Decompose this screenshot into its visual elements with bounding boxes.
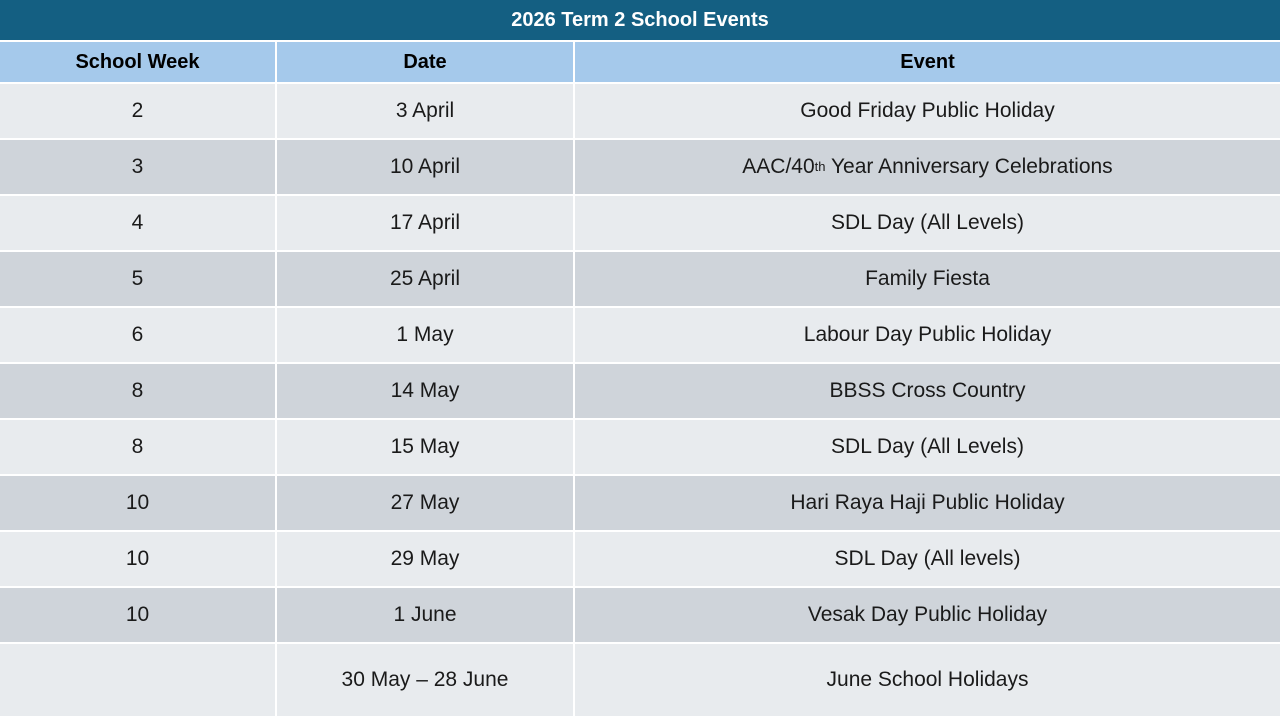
table-row	[0, 588, 1280, 644]
week-cell	[0, 644, 277, 716]
date-cell: 1 May	[277, 308, 575, 362]
table-title: 2026 Term 2 School Events	[0, 0, 1280, 40]
date-cell: 29 May	[277, 532, 575, 586]
event-text-suffix: Year Anniversary Celebrations	[825, 155, 1113, 178]
week-cell: 2	[0, 84, 277, 138]
date-cell: 25 April	[277, 252, 575, 306]
header-event: Event	[900, 50, 955, 73]
event-cell: BBSS Cross Country	[829, 379, 1026, 402]
table-row	[0, 140, 1280, 196]
date-cell: 27 May	[277, 476, 575, 530]
date-cell: 14 May	[277, 364, 575, 418]
week-cell: 8	[0, 420, 277, 474]
table-row	[0, 84, 1280, 140]
week-cell: 8	[0, 364, 277, 418]
header-school-week: School Week	[0, 42, 277, 82]
event-cell: AAC/40 th Year Anniversary Celebrations	[742, 155, 1113, 178]
event-cell: SDL Day (All Levels)	[831, 211, 1024, 234]
table-row	[0, 532, 1280, 588]
date-cell: 17 April	[277, 196, 575, 250]
event-cell: Family Fiesta	[865, 267, 990, 290]
date-cell: 15 May	[277, 420, 575, 474]
event-cell: Hari Raya Haji Public Holiday	[790, 491, 1065, 514]
date-cell: 1 June	[277, 588, 575, 642]
date-cell: 10 April	[277, 140, 575, 194]
table-row	[0, 420, 1280, 476]
event-cell: Labour Day Public Holiday	[803, 323, 1052, 346]
week-cell: 5	[0, 252, 277, 306]
week-cell: 4	[0, 196, 277, 250]
table-row	[0, 308, 1280, 364]
week-cell: 10	[0, 588, 277, 642]
table-row	[0, 252, 1280, 308]
header-date: Date	[277, 42, 575, 82]
table-header-row	[0, 42, 1280, 82]
table-row	[0, 644, 1280, 716]
event-cell: June School Holidays	[826, 668, 1029, 691]
table-row	[0, 364, 1280, 420]
event-text-prefix: AAC/40	[742, 155, 815, 178]
event-cell: Vesak Day Public Holiday	[807, 603, 1048, 626]
week-cell: 3	[0, 140, 277, 194]
week-cell: 10	[0, 532, 277, 586]
week-cell: 6	[0, 308, 277, 362]
table-row	[0, 476, 1280, 532]
date-cell: 3 April	[277, 84, 575, 138]
event-cell: SDL Day (All Levels)	[831, 435, 1024, 458]
table-row	[0, 196, 1280, 252]
event-cell: Good Friday Public Holiday	[800, 99, 1055, 122]
date-cell: 30 May – 28 June	[277, 644, 575, 716]
table-body	[0, 84, 1280, 716]
week-cell: 10	[0, 476, 277, 530]
event-cell: SDL Day (All levels)	[834, 547, 1021, 570]
